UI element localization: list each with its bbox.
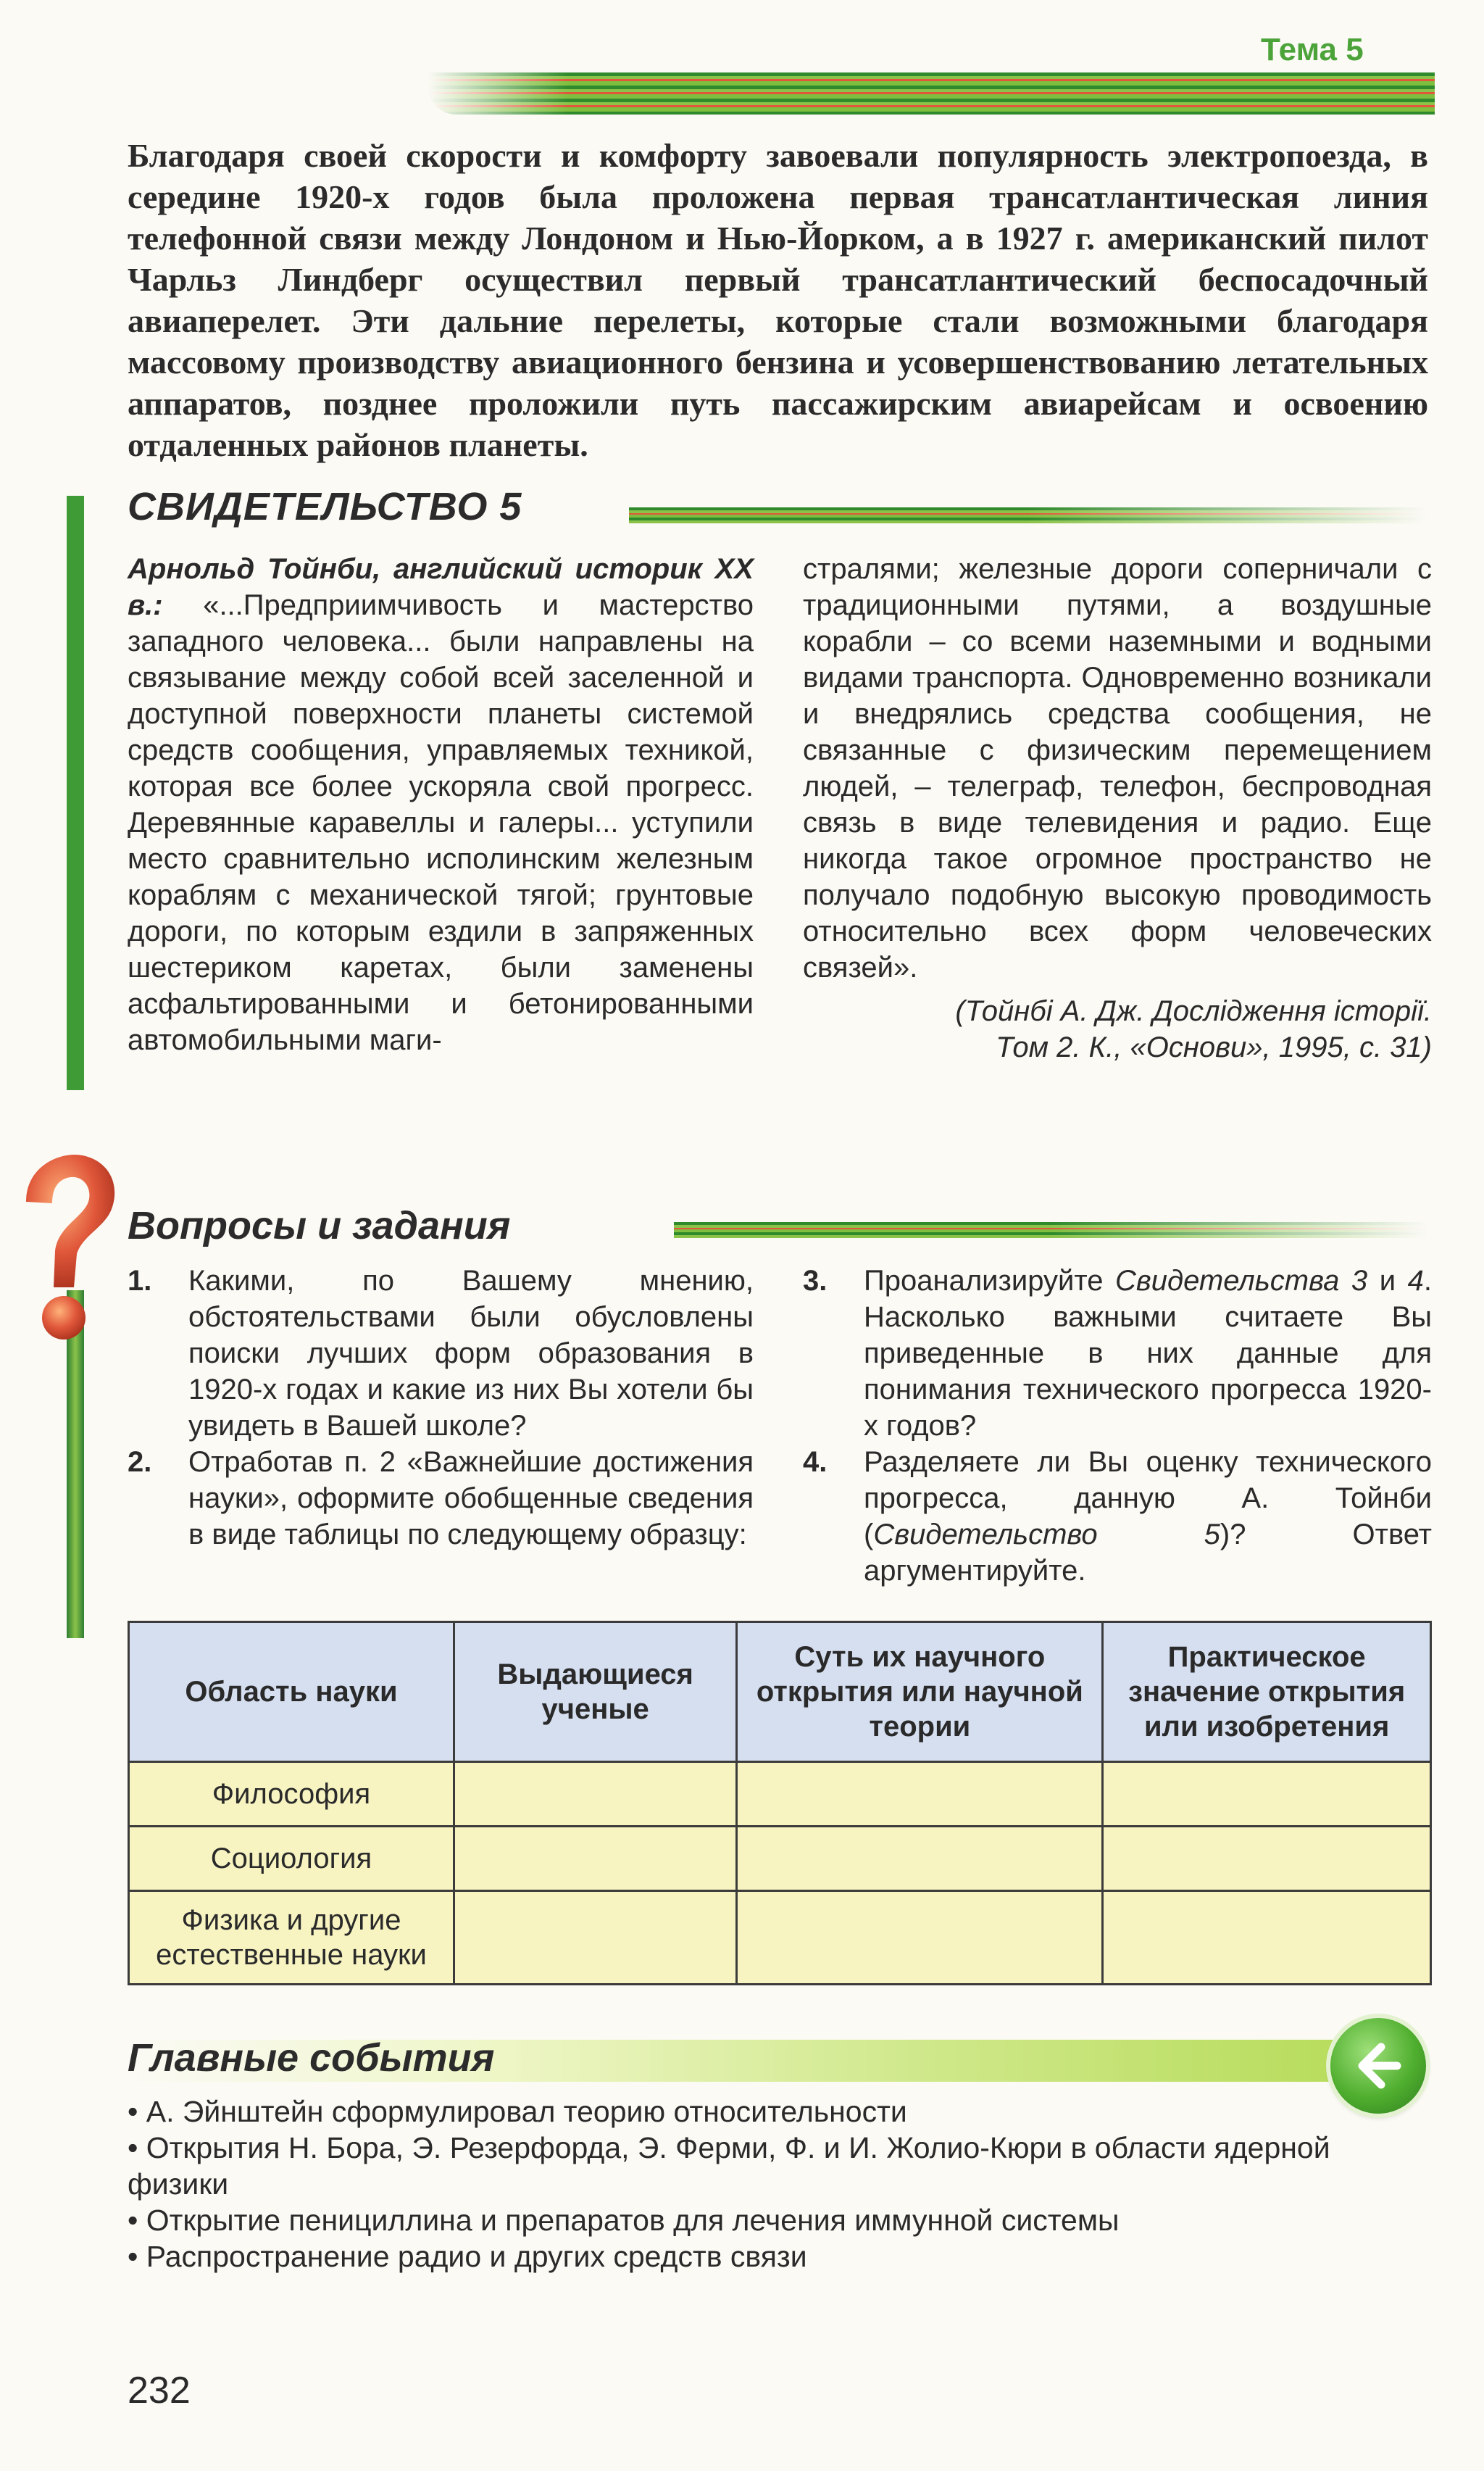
- question-emphasis: 4: [1407, 1265, 1424, 1297]
- question-2: [128, 1444, 754, 1553]
- question-number: 1.: [128, 1265, 152, 1297]
- evidence-title-stripe: [629, 507, 1426, 523]
- evidence-title: СВИДЕТЕЛЬСТВО 5: [128, 485, 522, 528]
- table-cell-empty[interactable]: [454, 1827, 736, 1891]
- table-cell-empty[interactable]: [1103, 1762, 1431, 1827]
- questions-title: Вопросы и задания: [128, 1204, 511, 1247]
- questions-column-right: [803, 1263, 1432, 1589]
- evidence-column-left: [128, 551, 754, 1058]
- table-cell-empty[interactable]: [454, 1762, 736, 1827]
- table-row: [129, 1827, 1431, 1891]
- page-number: 232: [128, 2370, 191, 2412]
- table-row: [129, 1891, 1431, 1985]
- evidence-column-right: [803, 551, 1432, 1066]
- intro-paragraph: Благодаря своей скорости и комфорту завоевали популярность электропоезда, в середине 1920-х годов была проложена первая трансатлантическая линия телефонной связи между Лондоном и Нью-Йорком, а в 1927 г. американский пилот Чарльз Линдберг осуществил первый трансатлантический беспосадочный авиаперелет. Эти дальние перелеты, которые стали возможными благодаря массовому производству авиационного бензина и усовершенствованию летательных аппаратов, позднее проложили путь пассажирским авиарейсам и освоению отдаленных районов планеты.: [128, 137, 1428, 463]
- question-mark-icon: [10, 1145, 126, 1363]
- questions-column-left: [128, 1263, 754, 1553]
- table-cell-empty[interactable]: [454, 1891, 736, 1985]
- table-cell-empty[interactable]: [737, 1891, 1103, 1985]
- table-cell-field: Философия: [129, 1762, 454, 1827]
- question-1: [128, 1263, 754, 1444]
- arrow-left-icon: [1352, 2040, 1404, 2092]
- table-header-practical: Практическое значение открытия или изобретения: [1103, 1622, 1431, 1762]
- table-cell-field: Физика и другие естественные науки: [129, 1891, 454, 1985]
- evidence-text-right: стралями; железные дороги соперничали с традиционными путями, а воздушные корабли – со всеми наземными и водными видами транспорта. Одновременно возникали и внедрялись средства сообщения, не связанные с физическим перемещением людей, – телеграф, телефон, беспроводная связь в виде телевидения и радио. Еще никогда такое огромное пространство не получало подобную высокую проводимость относительно всех форм человеческих связей».: [803, 553, 1432, 984]
- question-text: Какими, по Вашему мнению, обстоятельствами были обусловлены поиски лучших форм образования в 1920-х годах и какие из них Вы хотели бы увидеть в Вашей школе?: [188, 1265, 754, 1442]
- question-text: [864, 1444, 1432, 1589]
- citation-line-1: (Тойнбі А. Дж. Дослідження історії.: [955, 995, 1432, 1027]
- evidence-text-left: «...Предприимчивость и мастерство западного человека... были направлены на связывание между собой всей заселенной и доступной поверхности планеты системой средств сообщения, управляемых техникой, которая все более ускоряла свой прогресс. Деревянные каравеллы и галеры... уступили место сравнительно исполинским железным кораблям с механической тягой; грунтовые дороги, по которым ездили в запряженных шестериком каретах, были заменены асфальтированными и бетонированными автомобильными маги-: [128, 589, 754, 1056]
- table-cell-field: Социология: [129, 1827, 454, 1891]
- table-header-scientists: Выдающиеся ученые: [454, 1622, 736, 1762]
- question-number: 4.: [803, 1446, 828, 1478]
- table-header-essence: Суть их научного открытия или научной теории: [737, 1622, 1103, 1762]
- question-text: [864, 1263, 1432, 1444]
- theme-label: Тема 5: [1261, 32, 1364, 67]
- question-number: 3.: [803, 1265, 828, 1297]
- questions-title-stripe: [674, 1222, 1427, 1238]
- question-emphasis: Свидетельство 5: [873, 1519, 1220, 1550]
- evidence-author: Арнольд Тойнби, английский историк XX в.:: [128, 553, 754, 621]
- table-cell-empty[interactable]: [737, 1762, 1103, 1827]
- list-item: • Открытие пенициллина и препаратов для лечения иммунной системы: [128, 2204, 1120, 2237]
- header-stripe: [428, 72, 1435, 115]
- table-cell-empty[interactable]: [1103, 1891, 1431, 1985]
- question-text-part: . Насколько важными считаете Вы приведенные в них данные для понимания технического прогресса 1920-х годов?: [864, 1265, 1432, 1442]
- question-4: [803, 1444, 1432, 1589]
- table-row: [129, 1762, 1431, 1827]
- table-cell-empty[interactable]: [1103, 1827, 1431, 1891]
- main-events-list: [128, 2093, 1432, 2275]
- question-text-part: Проанализируйте: [864, 1265, 1116, 1297]
- list-item: • А. Эйнштейн сформулировал теорию относительности: [128, 2095, 907, 2128]
- question-text: Отработав п. 2 «Важнейшие достижения науки», оформите обобщенные сведения в виде таблицы по следующему образцу:: [188, 1446, 754, 1550]
- evidence-citation: [803, 993, 1432, 1066]
- table-cell-empty[interactable]: [737, 1827, 1103, 1891]
- summary-table: [128, 1621, 1432, 1985]
- list-item: • Открытия Н. Бора, Э. Резерфорда, Э. Ферми, Ф. и И. Жолио-Кюри в области ядерной физики: [128, 2131, 1330, 2201]
- citation-line-2: Том 2. К., «Основи», 1995, с. 31): [996, 1031, 1432, 1063]
- table-header-field: Область науки: [129, 1622, 454, 1762]
- main-events-title: Главные события: [128, 2036, 495, 2080]
- question-text-part: Разделяете ли Вы оценку технического прогресса, данную А. Тойнби (: [864, 1446, 1432, 1550]
- question-text-part: )? Ответ аргументируйте.: [864, 1519, 1432, 1587]
- question-3: [803, 1263, 1432, 1444]
- question-text-part: и: [1367, 1265, 1408, 1297]
- question-number: 2.: [128, 1446, 152, 1478]
- question-emphasis: Свидетельства 3: [1115, 1265, 1368, 1297]
- evidence-side-bar: [67, 496, 84, 1090]
- list-item: • Распространение радио и других средств связи: [128, 2240, 807, 2273]
